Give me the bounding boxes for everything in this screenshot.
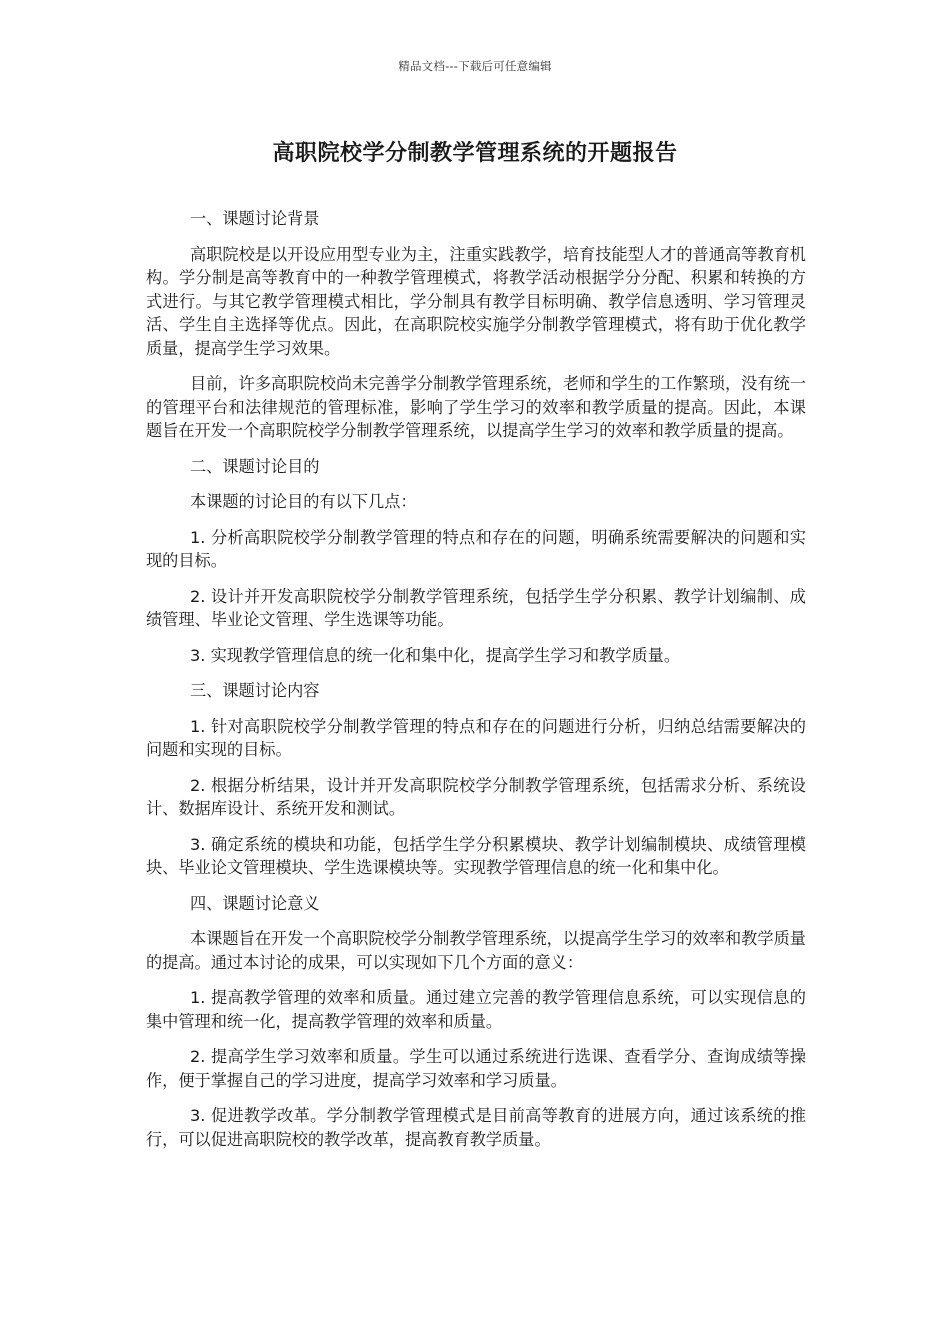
section-heading: 二、课题讨论目的 (190, 456, 320, 476)
document-body (146, 207, 806, 1163)
paragraph: 1. 分析高职院校学分制教学管理的特点和存在的问题，明确系统需要解决的问题和实现的目标。 (146, 527, 806, 570)
paragraph: 3. 实现教学管理信息的统一化和集中化，提高学生学习和教学质量。 (190, 645, 681, 665)
header-note: 精品文档---下载后可任意编辑 (398, 59, 552, 73)
section-heading: 三、课题讨论内容 (190, 681, 320, 700)
paragraph: 1. 提高教学管理的效率和质量。通过建立完善的教学管理信息系统，可以实现信息的集中管理和统一化，提高教学管理的效率和质量。 (146, 988, 806, 1031)
paragraph: 本课题的讨论目的有以下几点： (190, 492, 417, 511)
paragraph: 3. 促进教学改革。学分制教学管理模式是目前高等教育的进展方向，通过该系统的推行，可以促进高职院校的教学改革，提高教育教学质量。 (146, 1106, 806, 1149)
paragraph: 2. 根据分析结果，设计并开发高职院校学分制教学管理系统，包括需求分析、系统设计、数据库设计、系统开发和测试。 (146, 775, 806, 818)
document-title: 高职院校学分制教学管理系统的开题报告 (272, 141, 678, 166)
paragraph: 1. 针对高职院校学分制教学管理的特点和存在的问题进行分析，归纳总结需要解决的问题和实现的目标。 (146, 716, 806, 759)
paragraph: 2. 提高学生学习效率和质量。学生可以通过系统进行选课、查看学分、查询成绩等操作，便于掌握自己的学习进度，提高学习效率和学习质量。 (146, 1047, 806, 1090)
paragraph: 高职院校是以开设应用型专业为主，注重实践教学，培育技能型人才的普通高等教育机构。学分制是高等教育中的一种教学管理模式，将教学活动根据学分分配、积累和转换的方式进行。与其它教学管理模式相比，学分制具有教学目标明确、教学信息透明、学习管理灵活、学生自主选择等优点。因此，在高职院校实施学分制教学管理模式，将有助于优化教学质量，提高学生学习效果。 (146, 244, 806, 358)
paragraph: 3. 确定系统的模块和功能，包括学生学分积累模块、教学计划编制模块、成绩管理模块、毕业论文管理模块、学生选课模块等。实现教学管理信息的统一化和集中化。 (146, 834, 806, 877)
section-heading: 四、课题讨论意义 (190, 893, 320, 913)
section-heading: 一、课题讨论背景 (190, 209, 320, 228)
paragraph: 目前，许多高职院校尚未完善学分制教学管理系统，老师和学生的工作繁琐，没有统一的管理平台和法律规范的管理标准，影响了学生学习的效率和教学质量的提高。因此，本课题旨在开发一个高职院校学分制教学管理系统，以提高学生学习的效率和教学质量的提高。 (146, 374, 806, 440)
paragraph: 2. 设计并开发高职院校学分制教学管理系统，包括学生学分积累、教学计划编制、成绩管理、毕业论文管理、学生选课等功能。 (146, 586, 806, 629)
paragraph: 本课题旨在开发一个高职院校学分制教学管理系统，以提高学生学习的效率和教学质量的提高。通过本讨论的成果，可以实现如下几个方面的意义： (146, 929, 806, 972)
